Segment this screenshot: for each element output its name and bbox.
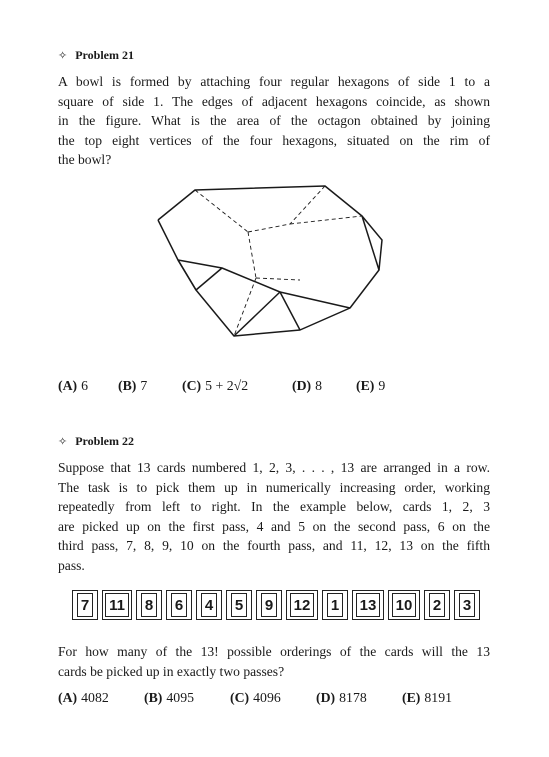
statement-line: repeatedly from left to right. In the example below, cards 1, 2, 3 xyxy=(58,499,490,515)
card: 13 xyxy=(352,590,384,620)
problem-22-title: Problem 22 xyxy=(75,434,134,448)
bowl-figure xyxy=(150,182,400,342)
choice-c[interactable]: (C) 5 + 2√2 xyxy=(182,378,249,393)
choice-e[interactable]: (E) 8191 xyxy=(402,690,452,705)
card: 7 xyxy=(72,590,98,620)
statement-line: square of side 1. The edges of adjacent hexagons coincide, as shown xyxy=(58,93,490,109)
choice-b[interactable]: (B) 4095 xyxy=(144,690,194,705)
card: 5 xyxy=(226,590,252,620)
hidden-edge xyxy=(290,186,325,224)
choice-a[interactable]: (A) 4082 xyxy=(58,690,109,705)
statement-line: third pass, 7, 8, 9, 10 on the fourth pass, and 11, 12, 13 on the fifth xyxy=(58,538,490,554)
bowl-edge xyxy=(362,216,379,270)
bowl-edge xyxy=(178,260,196,290)
card: 12 xyxy=(286,590,318,620)
card: 1 xyxy=(322,590,348,620)
card: 4 xyxy=(196,590,222,620)
card: 6 xyxy=(166,590,192,620)
problem-21-title: Problem 21 xyxy=(75,48,134,62)
cards-row xyxy=(72,590,484,620)
card: 11 xyxy=(102,590,132,620)
hidden-edge xyxy=(234,278,256,336)
bowl-edge xyxy=(234,292,280,336)
question-line: For how many of the 13! possible orderings of the cards will the 13 xyxy=(58,644,490,659)
hidden-edge xyxy=(248,232,256,278)
star-icon: ✧ xyxy=(58,50,68,62)
statement-line: A bowl is formed by attaching four regular hexagons of side 1 to a xyxy=(58,74,490,89)
statement-line: the top eight vertices of the four hexagons, situated on the rim of xyxy=(58,132,490,148)
problem-21-statement xyxy=(58,72,490,170)
star-icon: ✧ xyxy=(58,436,68,448)
statement-line: The task is to pick them up in numerically increasing order, working xyxy=(58,479,490,495)
problem-22-statement xyxy=(58,458,490,576)
choice-b[interactable]: (B) 7 xyxy=(118,378,148,393)
card: 3 xyxy=(454,590,480,620)
hidden-edge xyxy=(256,278,300,280)
choice-a[interactable]: (A) 6 xyxy=(58,378,89,393)
problem-21-heading xyxy=(58,48,134,63)
hidden-edge xyxy=(248,224,290,232)
card: 10 xyxy=(388,590,420,620)
card: 8 xyxy=(136,590,162,620)
statement-line: Suppose that 13 cards numbered 1, 2, 3, . . . , 13 are arranged in a row. xyxy=(58,460,490,475)
bowl-bottom-edge xyxy=(178,260,300,330)
choice-c[interactable]: (C) 4096 xyxy=(230,690,281,705)
choice-d[interactable]: (D) 8 xyxy=(292,378,323,393)
problem-21-choices xyxy=(58,378,385,394)
problem-22-heading xyxy=(58,434,134,449)
hidden-edge xyxy=(195,190,248,232)
statement-line: pass. xyxy=(58,557,85,573)
problem-22-question xyxy=(58,642,490,681)
statement-line: in the figure. What is the area of the octagon obtained by joining xyxy=(58,113,490,129)
choice-e[interactable]: (E) 9 xyxy=(356,378,386,393)
question-line: cards be picked up in exactly two passes? xyxy=(58,663,285,679)
bowl-rim-outline xyxy=(158,186,382,336)
statement-line: the bowl? xyxy=(58,152,112,168)
problem-22-choices xyxy=(58,690,452,706)
card: 2 xyxy=(424,590,450,620)
statement-line: are picked up on the first pass, 4 and 5 on the second pass, 6 on the xyxy=(58,518,490,534)
bowl-edge xyxy=(196,268,222,290)
bowl-edge xyxy=(280,292,350,308)
card: 9 xyxy=(256,590,282,620)
hidden-edge xyxy=(290,216,362,224)
choice-d[interactable]: (D) 8178 xyxy=(316,690,367,705)
